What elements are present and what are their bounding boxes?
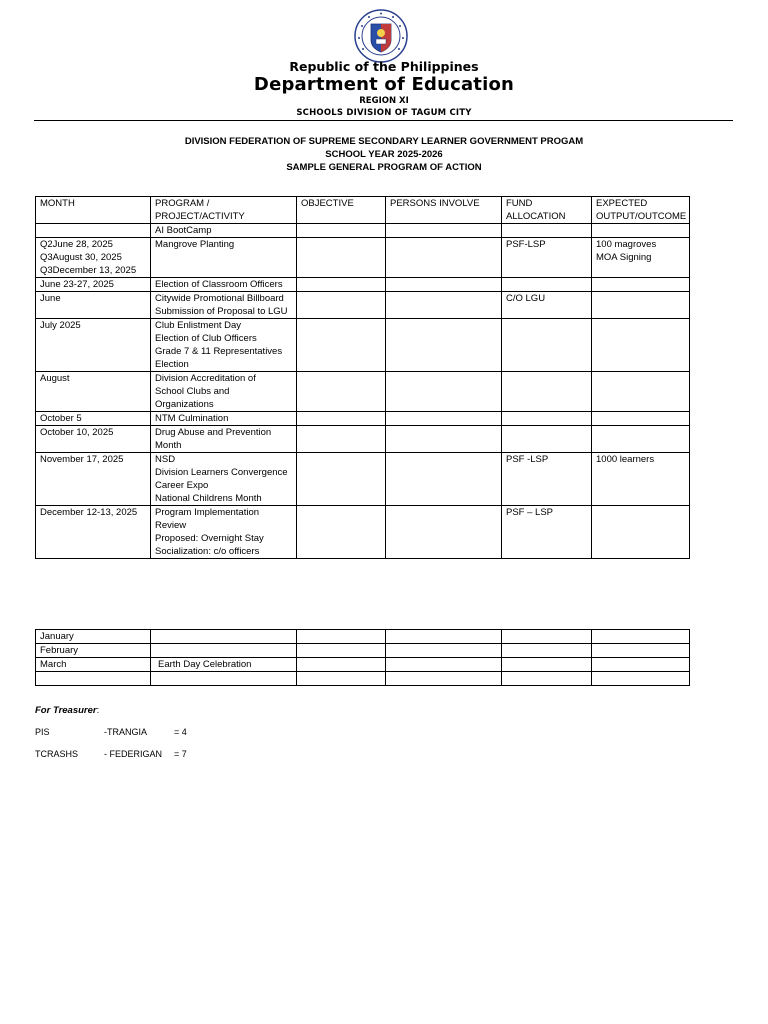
cell-month-text: December 12-13, 2025 <box>40 507 138 518</box>
cell-month-text: June 23-27, 2025 <box>40 279 114 290</box>
cell-expected <box>592 238 690 278</box>
table-row <box>36 506 690 559</box>
cell-expected <box>592 224 690 238</box>
cell-objective <box>297 372 386 412</box>
deped-seal-logo <box>354 9 408 63</box>
cell-objective <box>297 658 386 672</box>
cell-month-text: Q3December 13, 2025 <box>40 265 137 276</box>
cell-expected <box>592 319 690 372</box>
header-divider <box>34 120 733 121</box>
cell-month: February <box>36 644 151 658</box>
cell-program <box>151 224 297 238</box>
table-row <box>36 658 690 672</box>
cell-persons <box>386 224 502 238</box>
cell-expected <box>592 644 690 658</box>
cell-persons <box>386 319 502 372</box>
header-expected-text: EXPECTED <box>596 198 648 209</box>
table-row <box>36 426 690 453</box>
cell-month-text: June <box>40 293 61 304</box>
cell-month <box>36 372 151 412</box>
cell-objective <box>297 630 386 644</box>
cell-month <box>36 412 151 426</box>
cell-persons <box>386 672 502 686</box>
school-year: SCHOOL YEAR 2025-2026 <box>325 149 443 160</box>
treasurer-name: - FEDERIGAN <box>104 749 163 759</box>
cell-fund <box>502 658 592 672</box>
table-row <box>36 224 690 238</box>
cell-month-text: November 17, 2025 <box>40 454 124 465</box>
table-row <box>36 453 690 506</box>
cell-program <box>151 238 297 278</box>
cell-fund <box>502 630 592 644</box>
header-fund-text: ALLOCATION <box>506 211 566 222</box>
cell-month <box>36 292 151 319</box>
cell-expected <box>592 292 690 319</box>
table-row <box>36 278 690 292</box>
header-program <box>151 197 297 224</box>
cell-expected <box>592 453 690 506</box>
treasurer-colon: : <box>96 705 100 716</box>
cell-program-text: Election of Club Officers <box>155 333 257 344</box>
cell-expected-text: 1000 learners <box>596 454 655 465</box>
cell-fund <box>502 278 592 292</box>
cell-program-text: Citywide Promotional Billboard <box>155 293 284 304</box>
cell-program <box>151 426 297 453</box>
cell-expected <box>592 672 690 686</box>
cell-objective <box>297 319 386 372</box>
header-program-text: PROJECT/ACTIVITY <box>155 211 245 222</box>
header-fund-text: FUND <box>506 198 533 209</box>
header-program-text: PROGRAM / <box>155 198 210 209</box>
cell-program: Earth Day Celebration <box>151 658 297 672</box>
treasurer-count: = 4 <box>174 727 187 737</box>
cell-program-text: NSD <box>155 454 176 465</box>
table-row <box>36 319 690 372</box>
division-label: SCHOOLS DIVISION OF TAGUM CITY <box>296 108 472 118</box>
cell-persons <box>386 453 502 506</box>
cell-program-text: Organizations <box>155 399 214 410</box>
cell-expected <box>592 278 690 292</box>
cell-fund <box>502 224 592 238</box>
cell-persons <box>386 630 502 644</box>
table-row <box>36 292 690 319</box>
cell-persons <box>386 372 502 412</box>
region-label: REGION XI <box>359 96 409 106</box>
treasurer-school: PIS <box>35 727 50 737</box>
department-title: Department of Education <box>253 74 515 95</box>
cell-expected <box>592 372 690 412</box>
treasurer-heading <box>35 705 99 716</box>
cell-persons <box>386 292 502 319</box>
cell-program-text: Division Learners Convergence <box>155 467 288 478</box>
header-month <box>36 197 151 224</box>
cell-month-text: Q3August 30, 2025 <box>40 252 122 263</box>
treasurer-name: -TRANGIA <box>104 727 148 737</box>
table-row <box>36 630 690 644</box>
cell-month <box>36 453 151 506</box>
cell-persons <box>386 506 502 559</box>
cell-month-text: October 5 <box>40 413 82 424</box>
cell-program-text: Month <box>155 440 182 451</box>
treasurer-label: For Treasurer <box>35 705 97 716</box>
cell-program <box>151 630 297 644</box>
cell-persons <box>386 412 502 426</box>
cell-fund <box>502 453 592 506</box>
cell-month: January <box>36 630 151 644</box>
treasurer-school: TCRASHS <box>35 749 79 759</box>
cell-fund <box>502 426 592 453</box>
cell-month-text: July 2025 <box>40 320 81 331</box>
cell-month <box>36 224 151 238</box>
table-row <box>36 672 690 686</box>
cell-program-text: Drug Abuse and Prevention <box>155 427 272 438</box>
cell-program <box>151 506 297 559</box>
header-expected-text: OUTPUT/OUTCOME <box>596 211 687 222</box>
cell-fund-text: PSF – LSP <box>506 507 553 518</box>
cell-fund <box>502 412 592 426</box>
republic-heading: Republic of the Philippines <box>289 59 479 74</box>
cell-expected-text: 100 magroves <box>596 239 657 250</box>
cell-persons <box>386 426 502 453</box>
cell-program-text: Submission of Proposal to LGU <box>155 306 288 317</box>
cell-expected <box>592 506 690 559</box>
cell-month: March <box>36 658 151 672</box>
cell-expected <box>592 658 690 672</box>
cell-fund-text: PSF -LSP <box>506 454 549 465</box>
table-row <box>36 644 690 658</box>
cell-fund <box>502 372 592 412</box>
cell-fund <box>502 238 592 278</box>
document-subtitle: SAMPLE GENERAL PROGRAM OF ACTION <box>286 162 482 173</box>
table-header-row <box>36 197 690 224</box>
cell-month <box>36 672 151 686</box>
cell-expected <box>592 630 690 644</box>
cell-program <box>151 278 297 292</box>
cell-program-text: Election of Classroom Officers <box>155 279 283 290</box>
cell-objective <box>297 506 386 559</box>
cell-persons <box>386 658 502 672</box>
header-objective <box>297 197 386 224</box>
cell-program-text: Division Accreditation of <box>155 373 256 384</box>
header-objective-text: OBJECTIVE <box>301 198 354 209</box>
cell-program-text: Review <box>155 520 187 531</box>
cell-objective <box>297 238 386 278</box>
cell-program-text: Mangrove Planting <box>155 239 235 250</box>
cell-month <box>36 238 151 278</box>
header-persons-text: PERSONS INVOLVE <box>390 198 480 209</box>
table-row <box>36 412 690 426</box>
cell-program <box>151 412 297 426</box>
cell-program <box>151 292 297 319</box>
cell-objective <box>297 278 386 292</box>
cell-objective <box>297 412 386 426</box>
cell-month-text: August <box>40 373 70 384</box>
cell-month <box>36 319 151 372</box>
cell-fund-text: PSF-LSP <box>506 239 546 250</box>
cell-fund <box>502 319 592 372</box>
cell-program <box>151 453 297 506</box>
cell-objective <box>297 453 386 506</box>
cell-persons <box>386 644 502 658</box>
cell-program <box>151 672 297 686</box>
cell-program-text: Grade 7 & 11 Representatives <box>155 346 283 357</box>
treasurer-count: = 7 <box>174 749 187 759</box>
table-row <box>36 372 690 412</box>
cell-month <box>36 278 151 292</box>
months-table <box>35 629 690 686</box>
cell-fund-text: C/O LGU <box>506 293 546 304</box>
cell-objective <box>297 426 386 453</box>
cell-program <box>151 319 297 372</box>
header-fund <box>502 197 592 224</box>
document-title: DIVISION FEDERATION OF SUPREME SECONDARY LEARNER GOVERNMENT PROGAM <box>184 136 584 147</box>
cell-objective <box>297 224 386 238</box>
cell-fund <box>502 506 592 559</box>
cell-expected <box>592 412 690 426</box>
cell-persons <box>386 278 502 292</box>
header-persons <box>386 197 502 224</box>
cell-month-text: October 10, 2025 <box>40 427 114 438</box>
cell-fund <box>502 292 592 319</box>
cell-persons <box>386 238 502 278</box>
cell-program-text: NTM Culmination <box>155 413 229 424</box>
cell-objective <box>297 672 386 686</box>
table-row <box>36 238 690 278</box>
cell-program-text: Career Expo <box>155 480 209 491</box>
cell-program-text: School Clubs and <box>155 386 230 397</box>
cell-program-text: AI BootCamp <box>155 225 212 236</box>
cell-expected-text: MOA Signing <box>596 252 652 263</box>
cell-program-text: Election <box>155 359 189 370</box>
cell-month-text: Q2June 28, 2025 <box>40 239 113 250</box>
header-month-text: MONTH <box>40 198 75 209</box>
program-of-action-table <box>35 196 690 559</box>
cell-expected <box>592 426 690 453</box>
cell-fund <box>502 672 592 686</box>
cell-objective <box>297 644 386 658</box>
cell-program <box>151 372 297 412</box>
cell-fund <box>502 644 592 658</box>
cell-objective <box>297 292 386 319</box>
cell-month <box>36 506 151 559</box>
header-expected <box>592 197 690 224</box>
cell-program-text: Club Enlistment Day <box>155 320 242 331</box>
cell-program-text: Program Implementation <box>155 507 260 518</box>
cell-program-text: Proposed: Overnight Stay <box>155 533 264 544</box>
cell-month <box>36 426 151 453</box>
cell-program-text: National Childrens Month <box>155 493 262 504</box>
cell-program-text: Socialization: c/o officers <box>155 546 260 557</box>
cell-program <box>151 644 297 658</box>
